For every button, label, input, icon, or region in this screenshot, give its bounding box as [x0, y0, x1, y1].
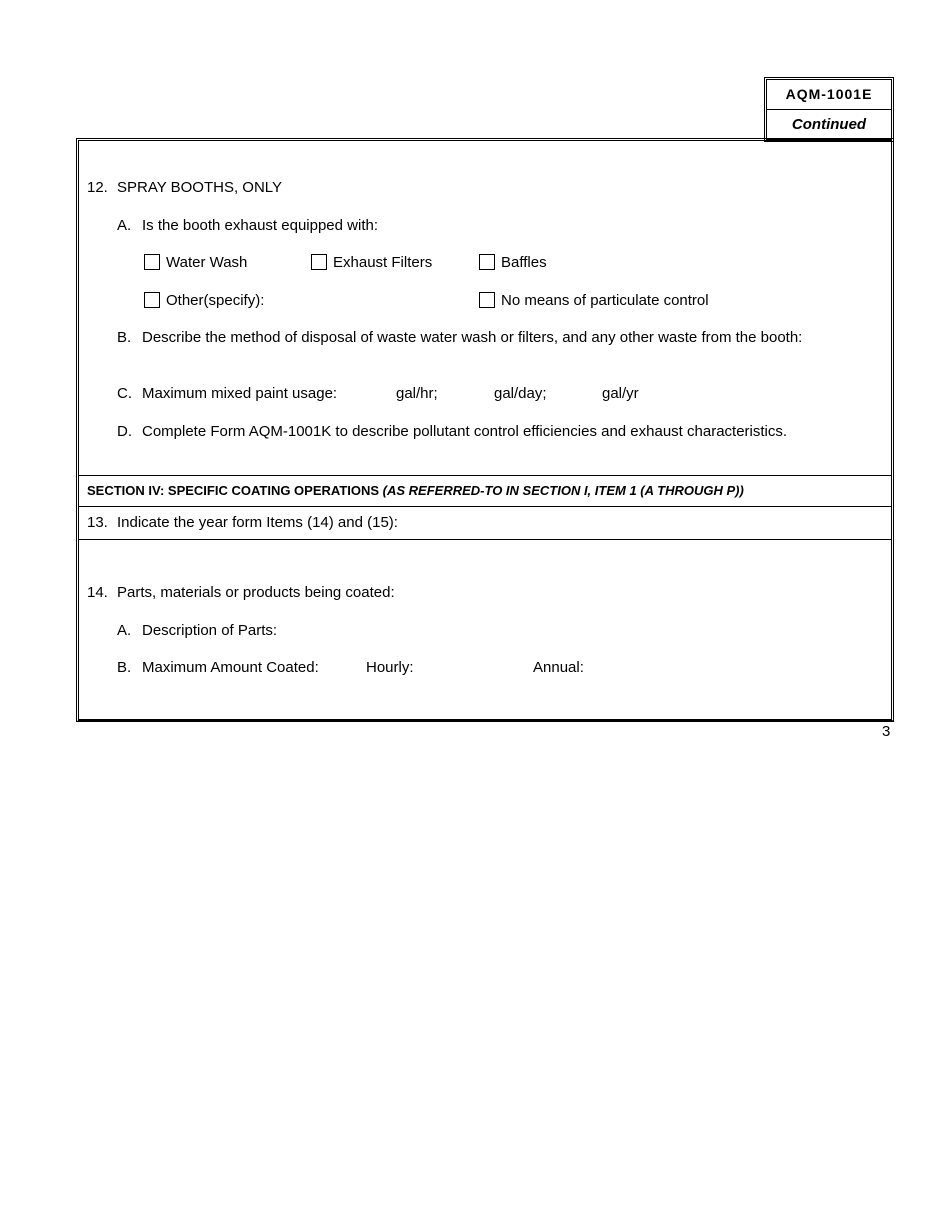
item-14b-letter: B.	[117, 659, 132, 676]
section-iv-title-italic: (AS REFERRED-TO IN SECTION I, ITEM 1 (A THROUGH P))	[382, 483, 744, 498]
annual-label: Annual:	[533, 659, 584, 676]
item-12b-letter: B.	[117, 329, 132, 346]
form-body	[76, 138, 894, 722]
gal-yr-unit: gal/yr	[602, 385, 639, 402]
gal-hr-unit: gal/hr;	[396, 385, 438, 402]
item-14b-label: Maximum Amount Coated:	[142, 659, 319, 676]
item-12d-text: Complete Form AQM-1001K to describe pollutant control efficiencies and exhaust characteristics.	[142, 423, 788, 440]
item-12c-label: Maximum mixed paint usage:	[142, 385, 338, 402]
other-specify-label: Other(specify):	[166, 292, 265, 309]
section-divider-bottom	[79, 539, 891, 540]
no-means-checkbox[interactable]	[479, 292, 495, 308]
form-id-box	[764, 77, 894, 142]
item-12a-question: Is the booth exhaust equipped with:	[142, 217, 379, 234]
section-iv-title	[87, 483, 744, 498]
item-12b-text: Describe the method of disposal of waste water wash or filters, and any other waste from the booth:	[142, 329, 803, 346]
baffles-checkbox[interactable]	[479, 254, 495, 270]
gal-day-unit: gal/day;	[494, 385, 547, 402]
item-14a-label: Description of Parts:	[142, 622, 278, 639]
item-14-number: 14.	[87, 584, 108, 601]
item-13-text: Indicate the year form Items (14) and (15):	[117, 514, 398, 531]
water-wash-label: Water Wash	[166, 254, 248, 271]
exhaust-filters-checkbox[interactable]	[311, 254, 327, 270]
water-wash-checkbox[interactable]	[144, 254, 160, 270]
exhaust-filters-label: Exhaust Filters	[333, 254, 433, 271]
item-12-number: 12.	[87, 179, 108, 196]
no-means-label: No means of particulate control	[501, 292, 709, 309]
item-12d-letter: D.	[117, 423, 132, 440]
item-12a-letter: A.	[117, 217, 132, 234]
section-divider-mid	[79, 506, 891, 507]
other-specify-checkbox[interactable]	[144, 292, 160, 308]
baffles-label: Baffles	[501, 254, 547, 271]
section-divider-top	[79, 475, 891, 476]
form-code: AQM-1001E	[767, 80, 891, 110]
item-12c-letter: C.	[117, 385, 132, 402]
continued-label: Continued	[791, 116, 867, 133]
section-iv-title-bold: SECTION IV: SPECIFIC COATING OPERATIONS	[87, 483, 380, 498]
item-14a-letter: A.	[117, 622, 132, 639]
item-12-title: SPRAY BOOTHS, ONLY	[117, 179, 283, 196]
hourly-label: Hourly:	[366, 659, 414, 676]
item-13-number: 13.	[87, 514, 108, 531]
item-14-title: Parts, materials or products being coated:	[117, 584, 395, 601]
page-number: 3	[882, 723, 891, 740]
